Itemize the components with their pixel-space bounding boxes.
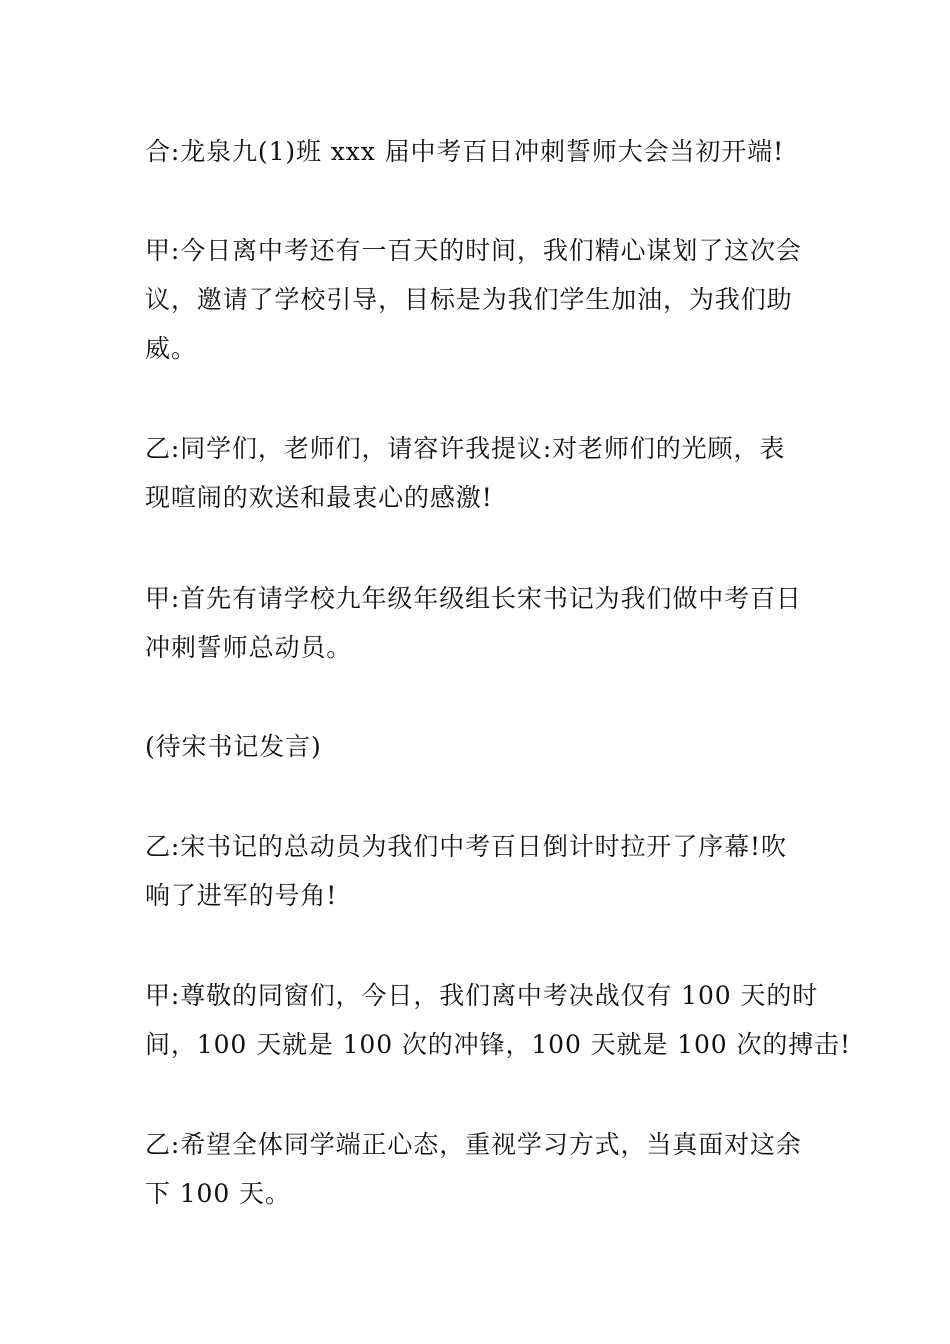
text-line: 乙:宋书记的总动员为我们中考百日倒计时拉开了序幕!吹 [145, 832, 787, 861]
paragraph-stage-note [145, 722, 809, 771]
text-line: 甲:今日离中考还有一百天的时间，我们精心谋划了这次会 [145, 236, 802, 265]
paragraph-host-a-countdown [145, 971, 851, 1069]
paragraph-host-b-response [145, 822, 809, 920]
text-line: 下 100 天。 [145, 1179, 291, 1208]
text-line: 议，邀请了学校引导，目标是为我们学生加油，为我们助 [145, 285, 793, 314]
paragraph-host-b-hope [145, 1120, 809, 1218]
text-line: (待宋书记发言) [145, 732, 322, 761]
text-line: 冲刺誓师总动员。 [145, 633, 353, 662]
text-line: 乙:希望全体同学端正心态，重视学习方式，当真面对这余 [145, 1130, 802, 1159]
paragraph-host-b-welcome [145, 424, 809, 522]
text-line: 威。 [145, 334, 197, 363]
text-line: 甲:首先有请学校九年级年级组长宋书记为我们做中考百日 [145, 584, 802, 613]
paragraph-host-a-intro [145, 226, 809, 373]
text-line: 乙:同学们，老师们，请容许我提议:对老师们的光顾，表 [145, 434, 786, 463]
text-line: 甲:尊敬的同窗们，今日，我们离中考决战仅有 100 天的时 [145, 981, 819, 1010]
text-line: 合:龙泉九(1)班 xxx 届中考百日冲刺誓师大会当初开端! [145, 137, 785, 166]
text-line: 间，100 天就是 100 次的冲锋，100 天就是 100 次的搏击! [145, 1030, 851, 1059]
paragraph-host-a-invite [145, 574, 809, 672]
text-line: 现喧闹的欢送和最衷心的感激! [145, 483, 493, 512]
text-line: 响了进军的号角! [145, 881, 338, 910]
paragraph-opening [145, 127, 809, 176]
